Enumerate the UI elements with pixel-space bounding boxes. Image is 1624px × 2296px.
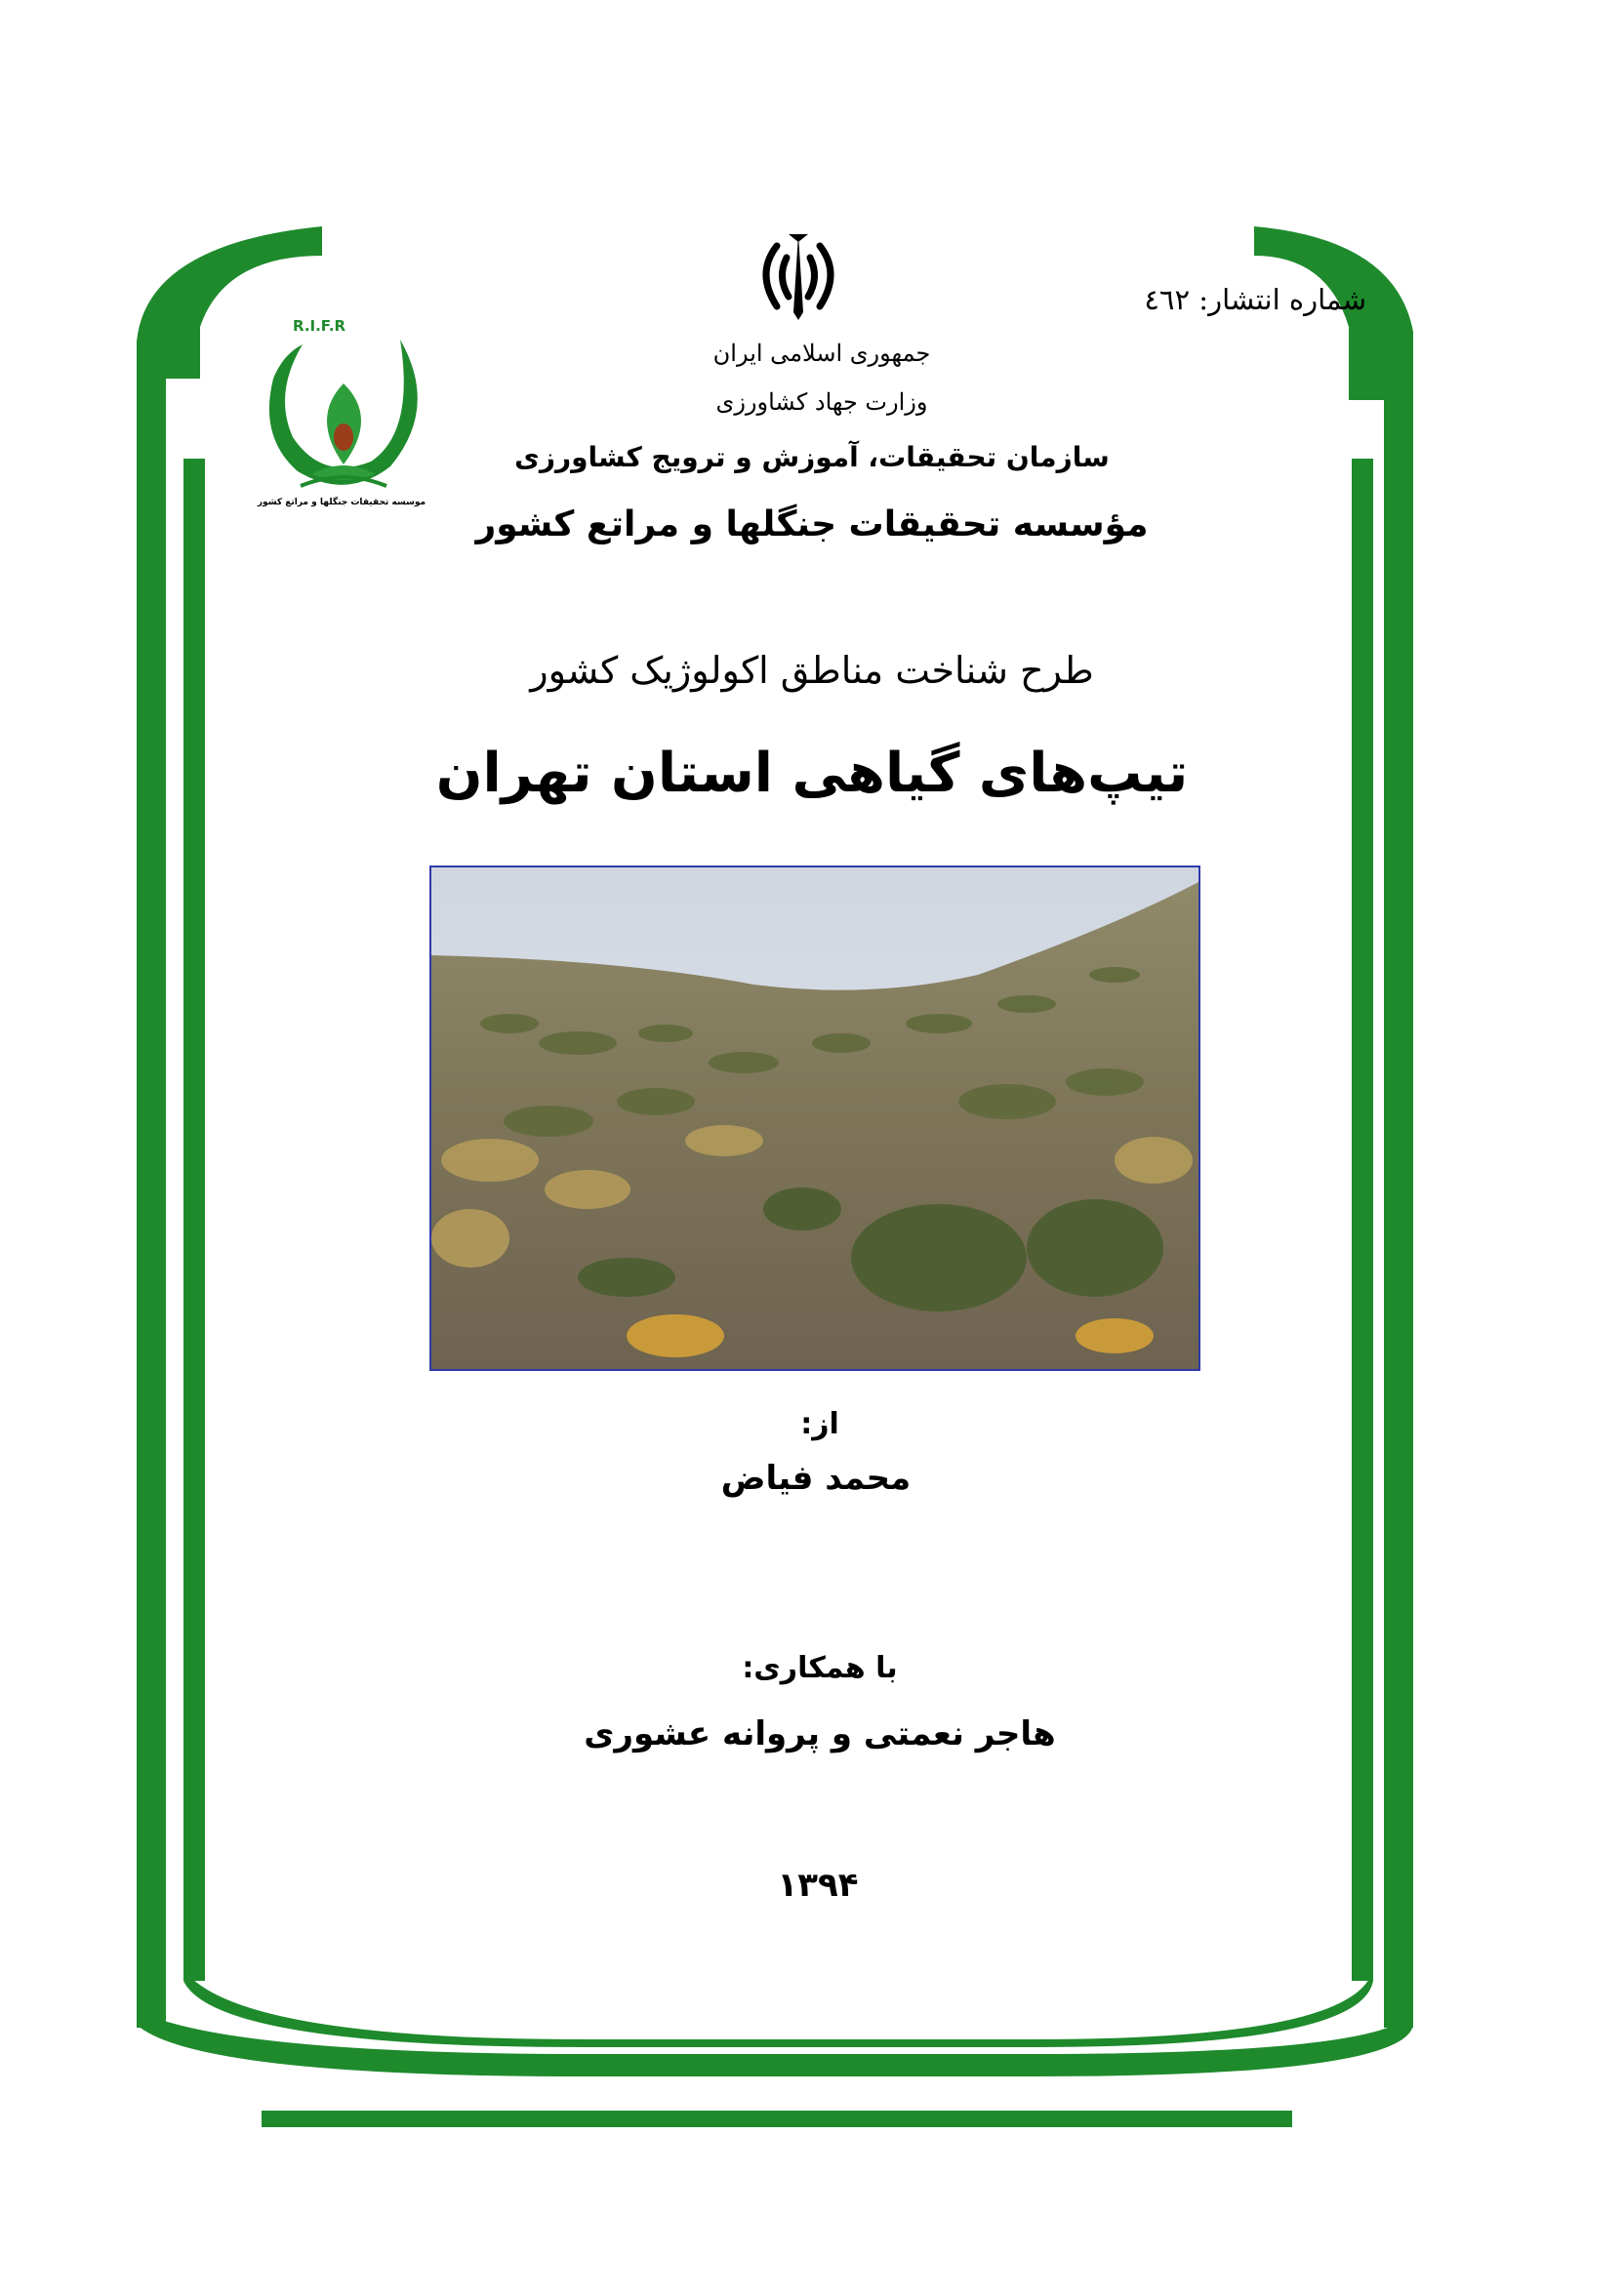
ministry-label: وزارت جهاد کشاورزی	[715, 388, 928, 416]
republic-label: جمهوری اسلامی ایران	[712, 340, 931, 367]
logo-caption: موسسه تحقیقات جنگلها و مراتع کشور	[257, 498, 426, 507]
landscape-photo-illustration	[431, 867, 1198, 1369]
project-title: طرح شناخت مناطق اکولوژیک کشور	[530, 649, 1094, 692]
logo-abbreviation: R.I.F.R	[293, 317, 346, 335]
institute-label: مؤسسه تحقیقات جنگلها و مراتع کشور	[475, 504, 1149, 544]
landscape-photo	[429, 866, 1200, 1371]
collaboration-label: با همکاری:	[742, 1651, 898, 1685]
page-title: تیپ‌های گیاهی استان تهران	[435, 742, 1189, 805]
author-name: محمد فیاض	[720, 1459, 912, 1498]
organization-label: سازمان تحقیقات، آموزش و ترویج کشاورزی	[514, 441, 1110, 473]
publication-number: شماره انتشار: ٤٦٢	[1144, 283, 1366, 316]
publication-year: ۱۳۹۴	[777, 1866, 859, 1905]
iran-emblem-icon	[751, 226, 845, 324]
coauthors-names: هاجر نعمتی و پروانه عشوری	[584, 1714, 1056, 1753]
from-label: از:	[800, 1407, 839, 1441]
